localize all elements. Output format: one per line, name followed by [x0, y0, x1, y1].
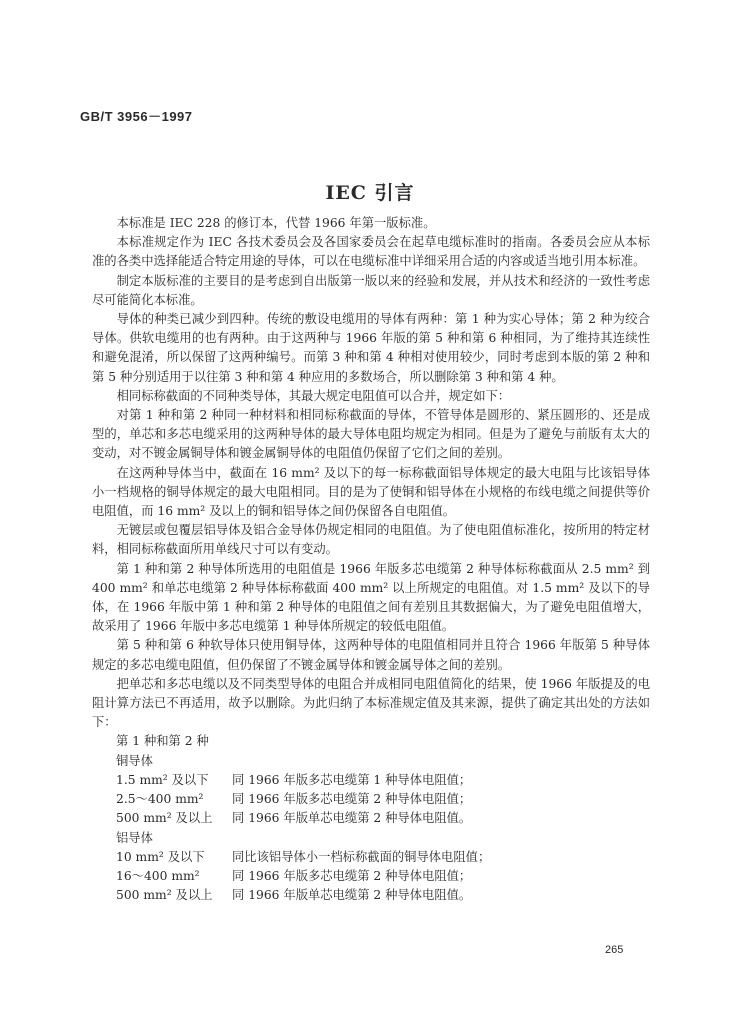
paragraph: 相同标称截面的不同种类导体，其最大规定电阻值可以合并，规定如下： [116, 388, 511, 403]
range-cell: 2.5～400 mm² [116, 792, 204, 807]
source-cell: 同 1966 年版单芯电缆第 2 种导体电阻值。 [232, 888, 472, 903]
source-cell: 同比该铝导体小一档标称截面的铜导体电阻值； [232, 849, 491, 864]
source-cell: 同 1966 年版单芯电缆第 2 种导体电阻值。 [232, 811, 472, 826]
body-text [92, 214, 650, 905]
range-cell: 1.5 mm² 及以下 [116, 772, 209, 787]
paragraph: 导体的种类已减少到四种。传统的敷设电缆用的导体有两种：第 1 种为实心导体；第 2 种为绞合导体。供软电缆用的也有两种。由于这两种与 1966 年版的第 5 种和第 6 种相同，为了维持其连续性和避免混淆，所以保留了这两种编号。而第 3 种和第 4 种相对使用较少，同时考虑到本版的第 2 种和第 5 种分别适用于以往第 3 种和第 4 种应用的多数场合，所以删除第 3 种和第 4 种。 [92, 312, 650, 384]
paragraph: 本标准是 IEC 228 的修订本，代替 1966 年第一版标准。 [116, 216, 436, 230]
aluminium-row [92, 848, 650, 867]
summary-group-heading: 第 1 种和第 2 种 [116, 734, 209, 749]
standard-number: GB/T 3956－1997 [80, 109, 193, 124]
source-cell: 同 1966 年版多芯电缆第 1 种导体电阻值； [232, 772, 472, 787]
paragraph: 本标准规定作为 IEC 各技术委员会及各国家委员会在起草电缆标准时的指南。各委员会应从本标准的各类中选择能适合特定用途的导体，可以在电缆标准中详细采用合适的内容或适当地引用本标准。 [92, 235, 650, 269]
range-cell: 10 mm² 及以下 [116, 849, 205, 864]
copper-row [92, 771, 650, 790]
range-cell: 16～400 mm² [116, 868, 200, 883]
paragraph: 制定本版标准的主要目的是考虑到自出版第一版以来的经验和发展，并从技术和经济的一致性考虑尽可能简化本标准。 [92, 273, 650, 307]
page-title: IEC 引言 [325, 182, 415, 204]
page-number: 265 [605, 944, 624, 956]
paragraph: 把单芯和多芯电缆以及不同类型导体的电阻合并成相同电阻值简化的结果，使 1966 年版提及的电阻计算方法已不再适用，故予以删除。为此归纳了本标准规定值及其来源，提供了确定其出处的方法如下： [92, 676, 650, 730]
aluminium-row [92, 886, 650, 905]
paragraph: 无镀层或包覆层铝导体及铝合金导体仍规定相同的电阻值。为了使电阻值标准化，按所用的特定材料，相同标称截面所用单线尺寸可以有变动。 [92, 523, 650, 557]
copper-row [92, 790, 650, 809]
source-cell: 同 1966 年版多芯电缆第 2 种导体电阻值； [232, 792, 472, 807]
aluminium-row [92, 867, 650, 886]
paragraph: 在这两种导体当中，截面在 16 mm² 及以下的每一标称截面铝导体规定的最大电阻与比该铝导体小一档规格的铜导体规定的最大电阻相同。目的是为了使铜和铝导体在小规格的布线电缆之间提供等价电阻值，而 16 mm² 及以上的铜和铝导体之间仍保留各自电阻值。 [92, 465, 650, 519]
range-cell: 500 mm² 及以上 [116, 811, 213, 826]
copper-row [92, 809, 650, 828]
copper-heading: 铜导体 [116, 753, 153, 768]
range-cell: 500 mm² 及以上 [116, 888, 213, 903]
aluminium-heading: 铝导体 [116, 830, 153, 845]
source-cell: 同 1966 年版多芯电缆第 2 种导体电阻值； [232, 868, 472, 883]
paragraph: 第 5 种和第 6 种软导体只使用铜导体，这两种导体的电阻值相同并且符合 1966 年版第 5 种导体规定的多芯电缆电阻值，但仍保留了不镀金属导体和镀金属导体之间的差别。 [92, 638, 650, 672]
paragraph: 对第 1 种和第 2 种同一种材料和相同标称截面的导体，不管导体是圆形的、紧压圆形的、还是成型的，单芯和多芯电缆采用的这两种导体的最大导体电阻均规定为相同。但是为了避免与前版有太大的变动，对不镀金属铜导体和镀金属铜导体的电阻值仍保留了它们之间的差别。 [92, 408, 650, 461]
paragraph: 第 1 种和第 2 种导体所选用的电阻值是 1966 年版多芯电缆第 2 种导体标称截面从 2.5 mm² 到 400 mm² 和单芯电缆第 2 种导体标称截面 400 mm² 以上所规定的电阻值。对 1.5 mm² 及以下的导体，在 1966 年版中第 1 种和第 2 种导体的电阻值之间有差别且其数据偏大，为了避免电阻值增大，故采用了 1966 年版中多芯电缆第 1 种导体所规定的较低电阻值。 [92, 561, 650, 634]
